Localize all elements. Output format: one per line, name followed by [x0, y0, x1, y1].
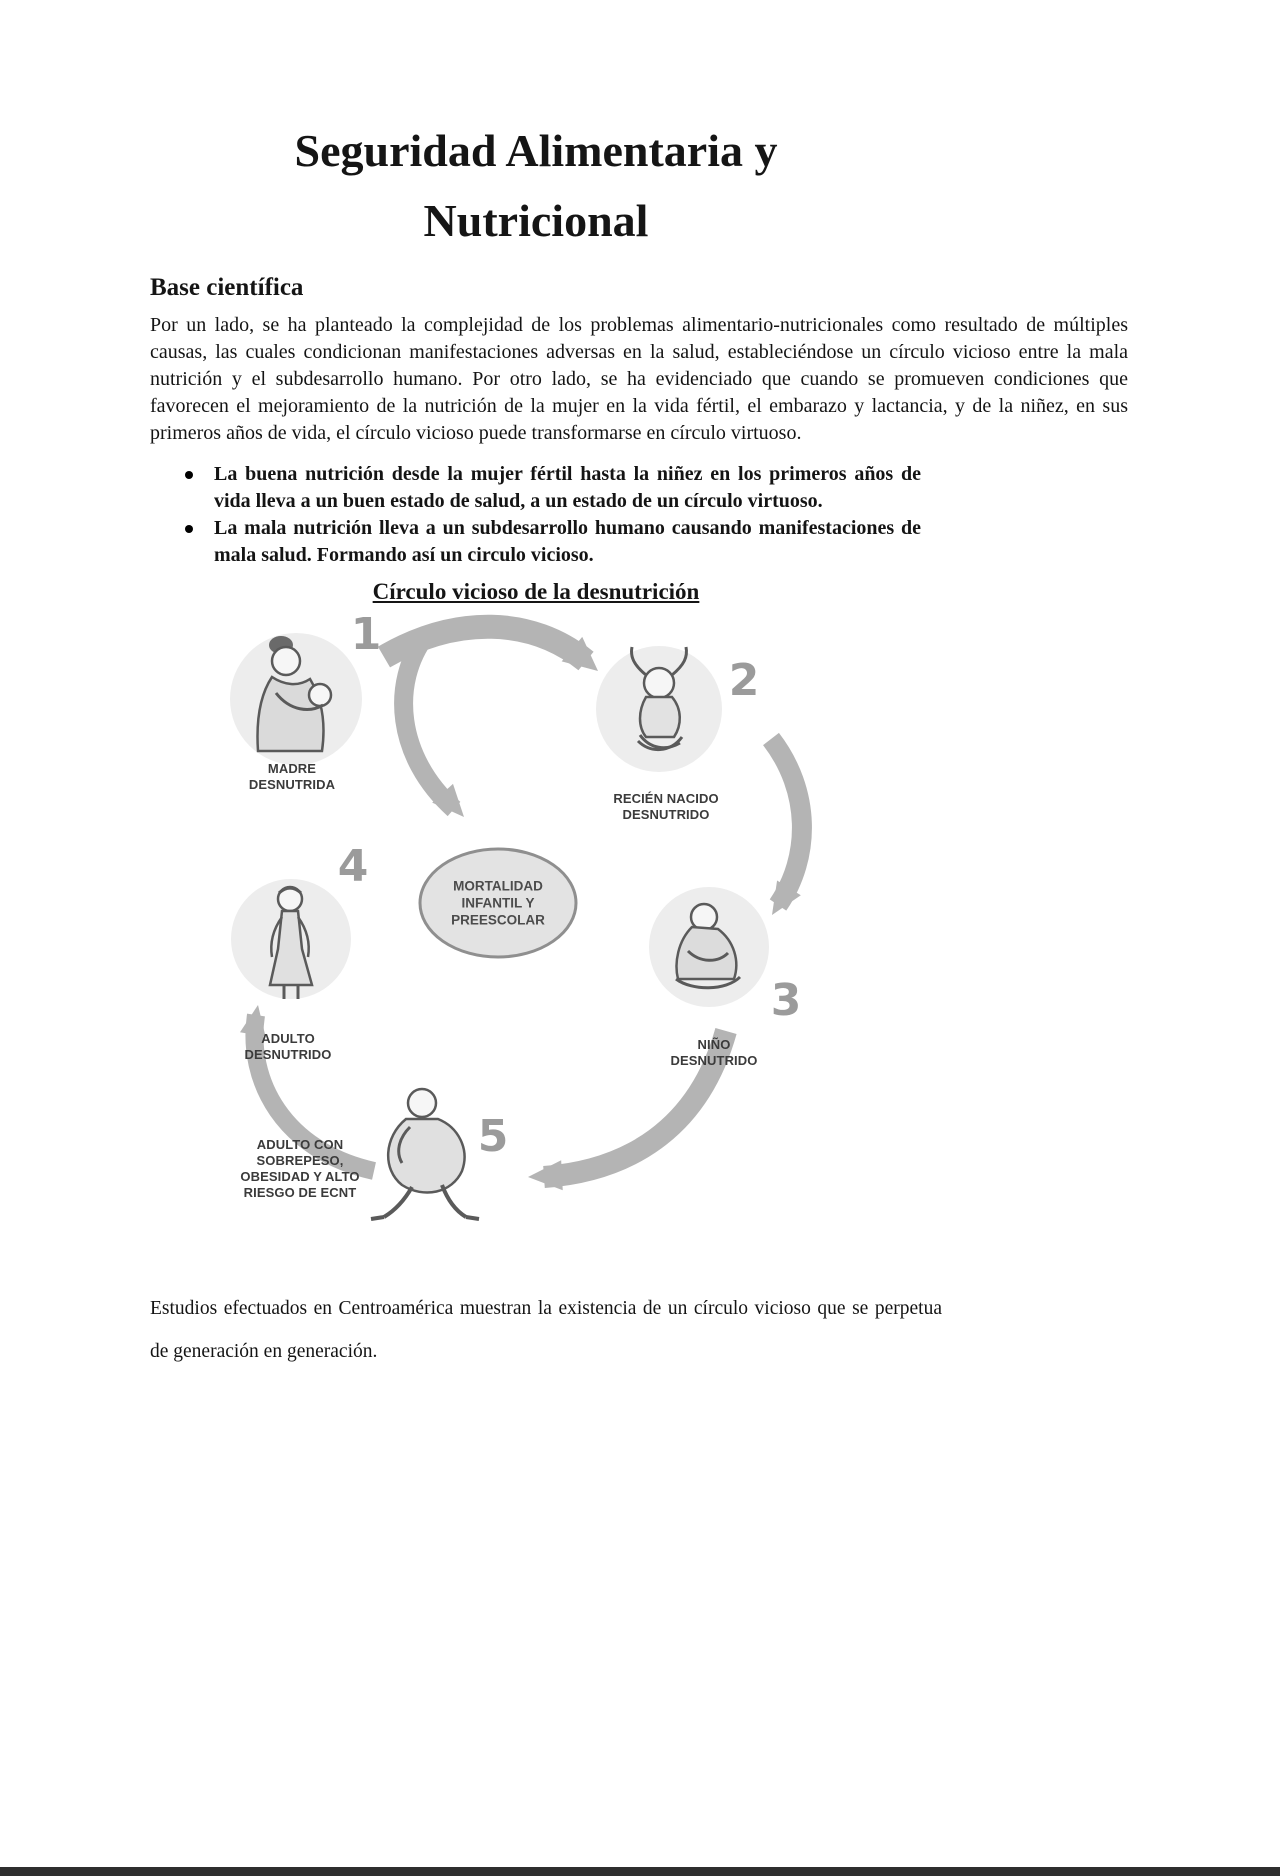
malnutrition-cycle-diagram: [226, 611, 846, 1273]
document-title: [150, 116, 922, 256]
cycle-arrow-newborn-to-child: [760, 739, 802, 922]
list-item: [185, 461, 1128, 515]
bullet-text: La buena nutrición desde la mujer fértil hasta la niñez en los primeros años de vida lleva a un buen estado de salud, a un estado de un círculo virtuoso.: [214, 463, 921, 512]
intro-paragraph: Por un lado, se ha planteado la complejidad de los problemas alimentario-nutricionales como resultado de múltiples causas, las cuales condicionan manifestaciones adversas en la salud, estableciéndose un círculo vicioso entre la mala nutrición y el subdesarrollo humano. Por otro lado, se ha evidenciado que cuando se promueven condiciones que favorecen el mejoramiento de la nutrición de la mujer en la vida fértil, el embarazo y lactancia, y de la niñez, en sus primeros años de vida, el círculo vicioso puede transformarse en círculo virtuoso.: [150, 314, 1128, 444]
title-line-2: Nutricional: [423, 195, 649, 246]
diagram-number-5: 5: [477, 1111, 509, 1162]
diagram-center-label: MORTALIDAD INFANTIL Y PREESCOLAR: [451, 878, 545, 928]
bullet-text: La mala nutrición lleva a un subdesarrollo humano causando manifestaciones de mala salud. Formando así un circulo vicioso.: [214, 517, 921, 566]
bullet-list: [150, 461, 1128, 569]
diagram-title: Círculo vicioso de la desnutrición: [372, 579, 700, 604]
malnourished-child-figure: [649, 887, 769, 1007]
newborn-figure: [596, 646, 722, 772]
diagram-label-adulto-sobrepeso: ADULTO CON SOBREPESO, OBESIDAD Y ALTO RIESGO DE ECNT: [240, 1137, 360, 1200]
diagram-label-nino-desnutrido: NIÑO DESNUTRIDO: [670, 1037, 758, 1068]
diagram-number-1: 1: [350, 609, 382, 660]
diagram-label-adulto-desnutrido: ADULTO DESNUTRIDO: [244, 1031, 332, 1062]
cycle-arrow-to-center: [404, 635, 475, 826]
bullet-marker: [185, 525, 193, 533]
page-bottom-edge: [0, 1867, 1280, 1876]
diagram-number-2: 2: [728, 655, 760, 706]
title-line-1: Seguridad Alimentaria y: [294, 125, 778, 176]
overweight-adult-figure: [371, 1089, 479, 1219]
diagram-number-3: 3: [770, 975, 802, 1026]
malnourished-adult-figure: [231, 879, 351, 999]
bullet-marker: [185, 471, 193, 479]
list-item: [185, 515, 1128, 569]
diagram-label-madre-desnutrida: MADRE DESNUTRIDA: [248, 761, 336, 792]
diagram-number-4: 4: [337, 841, 369, 892]
diagram-label-recien-nacido: RECIÉN NACIDO DESNUTRIDO: [613, 791, 719, 822]
section-heading: Base científica: [150, 274, 304, 301]
closing-paragraph: Estudios efectuados en Centroamérica muestran la existencia de un círculo vicioso que se perpetua de generación en generación.: [150, 1298, 942, 1362]
mother-with-baby-figure: [230, 633, 362, 765]
